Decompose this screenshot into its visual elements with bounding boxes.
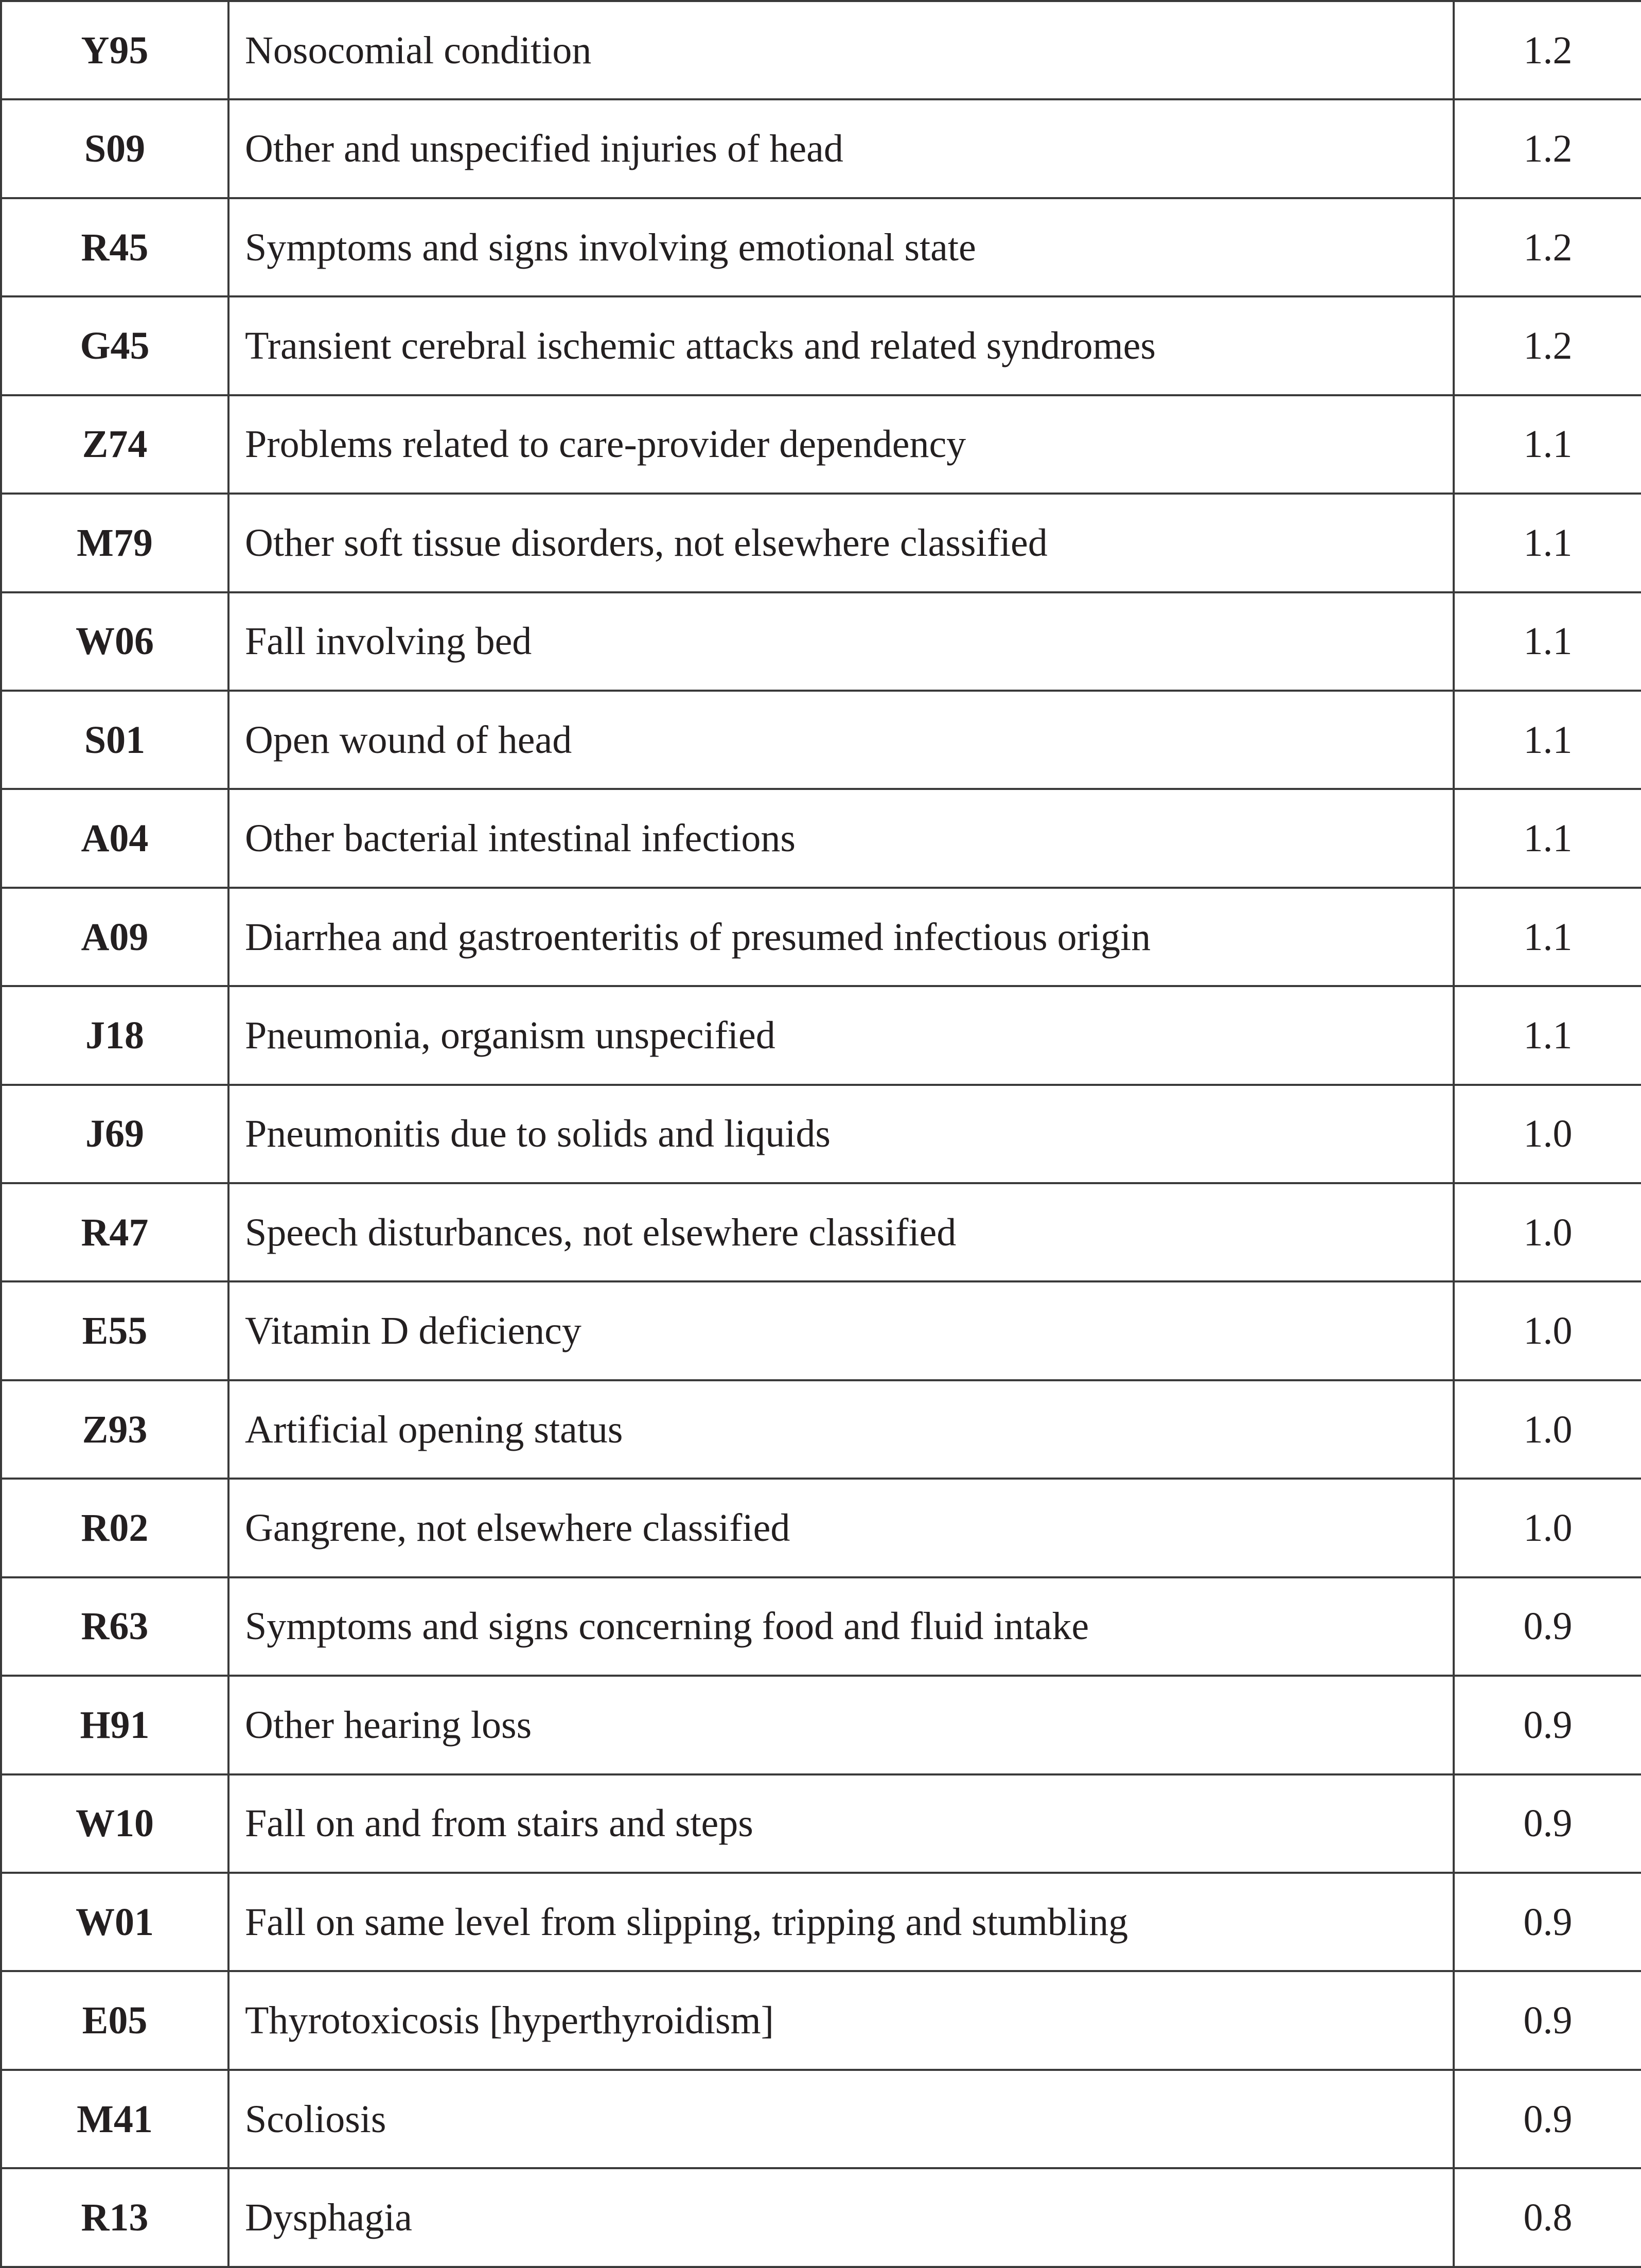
description-cell: Symptoms and signs involving emotional state [228, 198, 1454, 296]
table-row [1, 1676, 1641, 1774]
table-row [1, 1085, 1641, 1183]
code-cell: Z74 [1, 395, 228, 494]
description-cell: Vitamin D deficiency [228, 1281, 1454, 1380]
value-cell: 0.9 [1454, 1676, 1641, 1774]
value-cell: 0.9 [1454, 1971, 1641, 2069]
table-row [1, 986, 1641, 1084]
description-cell: Other hearing loss [228, 1676, 1454, 1774]
description-cell: Fall involving bed [228, 592, 1454, 691]
description-cell: Fall on same level from slipping, tripping and stumbling [228, 1873, 1454, 1971]
table-row [1, 1577, 1641, 1676]
code-cell: W10 [1, 1774, 228, 1873]
code-cell: A04 [1, 789, 228, 887]
code-cell: J69 [1, 1085, 228, 1183]
value-cell: 1.1 [1454, 494, 1641, 592]
description-cell: Other and unspecified injuries of head [228, 99, 1454, 198]
value-cell: 0.9 [1454, 1774, 1641, 1873]
description-cell: Speech disturbances, not elsewhere classified [228, 1183, 1454, 1281]
table-row [1, 296, 1641, 395]
value-cell: 1.1 [1454, 592, 1641, 691]
code-cell: A09 [1, 888, 228, 986]
code-cell: R63 [1, 1577, 228, 1676]
description-cell: Nosocomial condition [228, 1, 1454, 99]
code-cell: W06 [1, 592, 228, 691]
value-cell: 0.8 [1454, 2168, 1641, 2267]
value-cell: 1.0 [1454, 1085, 1641, 1183]
value-cell: 1.2 [1454, 1, 1641, 99]
description-cell: Fall on and from stairs and steps [228, 1774, 1454, 1873]
code-cell: Z93 [1, 1380, 228, 1479]
description-cell: Symptoms and signs concerning food and fluid intake [228, 1577, 1454, 1676]
table-row [1, 789, 1641, 887]
code-cell: M41 [1, 2070, 228, 2168]
value-cell: 1.2 [1454, 296, 1641, 395]
description-cell: Dysphagia [228, 2168, 1454, 2267]
value-cell: 1.1 [1454, 789, 1641, 887]
code-cell: W01 [1, 1873, 228, 1971]
table-row [1, 1183, 1641, 1281]
value-cell: 1.2 [1454, 99, 1641, 198]
description-cell: Other soft tissue disorders, not elsewhere classified [228, 494, 1454, 592]
table-row [1, 198, 1641, 296]
table-row [1, 2168, 1641, 2267]
code-cell: J18 [1, 986, 228, 1084]
value-cell: 0.9 [1454, 2070, 1641, 2168]
description-cell: Pneumonia, organism unspecified [228, 986, 1454, 1084]
value-cell: 1.2 [1454, 198, 1641, 296]
table-row [1, 1774, 1641, 1873]
code-cell: H91 [1, 1676, 228, 1774]
code-cell: R45 [1, 198, 228, 296]
code-cell: G45 [1, 296, 228, 395]
code-cell: E05 [1, 1971, 228, 2069]
table-row [1, 1479, 1641, 1577]
table-row [1, 2070, 1641, 2168]
code-cell: M79 [1, 494, 228, 592]
description-cell: Pneumonitis due to solids and liquids [228, 1085, 1454, 1183]
table-row [1, 1971, 1641, 2069]
description-cell: Problems related to care-provider dependency [228, 395, 1454, 494]
description-cell: Artificial opening status [228, 1380, 1454, 1479]
table-row [1, 1873, 1641, 1971]
value-cell: 1.0 [1454, 1380, 1641, 1479]
code-cell: S01 [1, 691, 228, 789]
description-cell: Diarrhea and gastroenteritis of presumed infectious origin [228, 888, 1454, 986]
value-cell: 0.9 [1454, 1873, 1641, 1971]
code-cell: E55 [1, 1281, 228, 1380]
code-cell: S09 [1, 99, 228, 198]
code-cell: R13 [1, 2168, 228, 2267]
description-cell: Other bacterial intestinal infections [228, 789, 1454, 887]
table-row [1, 691, 1641, 789]
table-row [1, 1, 1641, 99]
table-row [1, 494, 1641, 592]
table-row [1, 1380, 1641, 1479]
code-cell: R47 [1, 1183, 228, 1281]
description-cell: Thyrotoxicosis [hyperthyroidism] [228, 1971, 1454, 2069]
table-body [1, 1, 1641, 2267]
code-cell: R02 [1, 1479, 228, 1577]
table-row [1, 592, 1641, 691]
table-row [1, 1281, 1641, 1380]
value-cell: 1.1 [1454, 888, 1641, 986]
table-row [1, 395, 1641, 494]
description-cell: Scoliosis [228, 2070, 1454, 2168]
value-cell: 1.0 [1454, 1479, 1641, 1577]
table-row [1, 99, 1641, 198]
code-cell: Y95 [1, 1, 228, 99]
description-cell: Open wound of head [228, 691, 1454, 789]
value-cell: 1.1 [1454, 986, 1641, 1084]
value-cell: 1.0 [1454, 1281, 1641, 1380]
value-cell: 1.0 [1454, 1183, 1641, 1281]
table-row [1, 888, 1641, 986]
description-cell: Gangrene, not elsewhere classified [228, 1479, 1454, 1577]
value-cell: 1.1 [1454, 691, 1641, 789]
value-cell: 1.1 [1454, 395, 1641, 494]
value-cell: 0.9 [1454, 1577, 1641, 1676]
description-cell: Transient cerebral ischemic attacks and related syndromes [228, 296, 1454, 395]
